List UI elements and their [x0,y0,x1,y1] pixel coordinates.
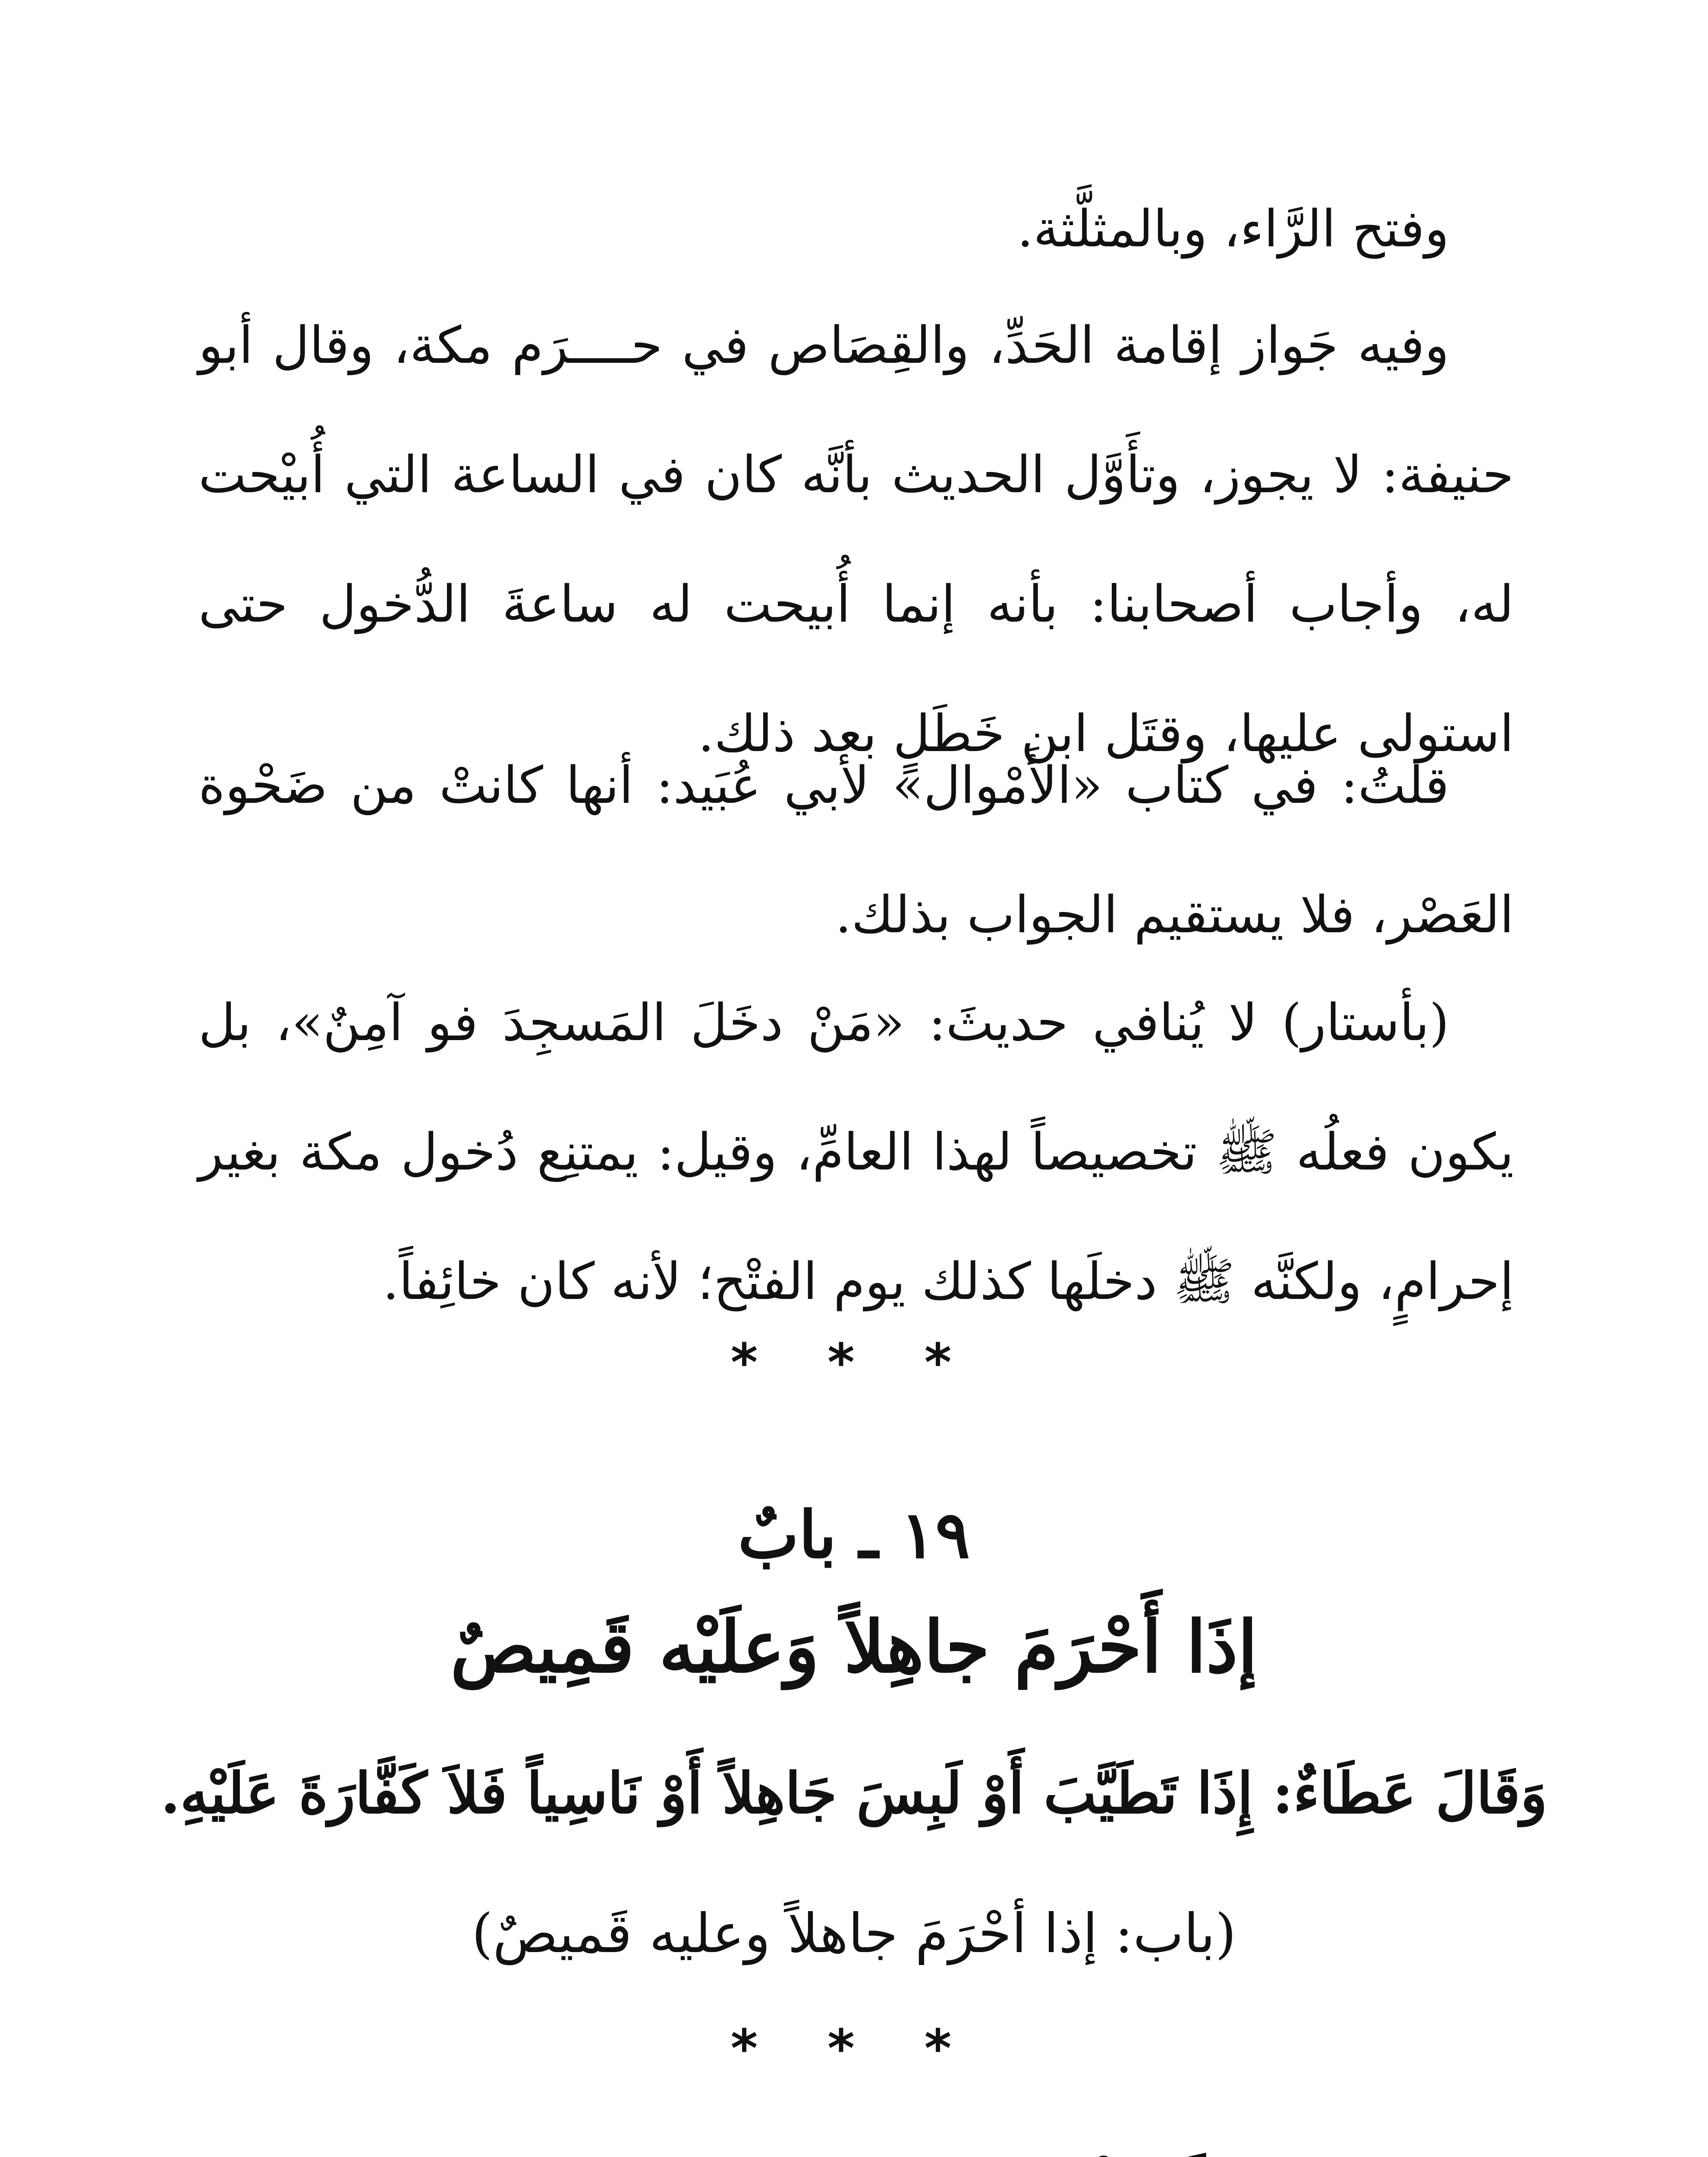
paragraph-4 [198,958,1514,1346]
separator-stars-2: * * * [730,2019,978,2079]
paragraph-3 [198,720,1514,979]
paragraph-3-text: قلتُ: في كتاب «الأَمْوال» لأبي عُبَيد: أنها كانتْ من ضَحْوة العَصْر، فلا يستقيم الجواب بذلك. [198,755,1514,944]
separator-stars-1: * * * [730,1333,978,1393]
paragraph-1-text: وفتح الرَّاء، وبالمثلَّثة. [1017,199,1449,258]
chapter-quote: وَقَالَ عَطَاءٌ: إِذَا تَطَيَّبَ أَوْ لَبِسَ جَاهِلاً أَوْ نَاسِياً فَلاَ كَفَّارَةَ عَلَيْهِ. [160,1760,1548,1826]
chapter-title: إذَا أَحْرَمَ جاهِلاً وَعلَيْه قَمِيصٌ [450,1605,1258,1688]
paragraph-1 [198,164,1514,293]
paragraph-4-text: (بأستار) لا يُنافي حديثَ: «مَنْ دخَلَ المَسجِدَ فو آمِنٌ»، بل يكون فعلُه ﷺ تخصيصاً لهذا العامِّ، وقيل: يمتنِع دُخول مكة بغير إحرامٍ، ولكنَّه ﷺ دخلَها كذلك يوم الفتْح؛ لأنه كان خائِفاً. [198,993,1514,1311]
commentary-heading: (باب: إذا أحْرَمَ جاهلاً وعليه قَميصٌ) [472,1902,1236,1965]
chapter-number: ١٩ ـ بابٌ [738,1497,970,1573]
paragraph-2-text: وفيه جَواز إقامة الحَدِّ، والقِصَاص في حــــرَم مكة، وقال أبو حنيفة: لا يجوز، وتأَوَّل الحديث بأنَّه كان في الساعة التي أُبيْحت له، وأجاب أصحابنا: بأنه إنما أُبيحت له ساعةَ الدُّخول حتى استولى عليها، وقتَل ابن خَطَلٍ بعد ذلك. [198,315,1514,763]
